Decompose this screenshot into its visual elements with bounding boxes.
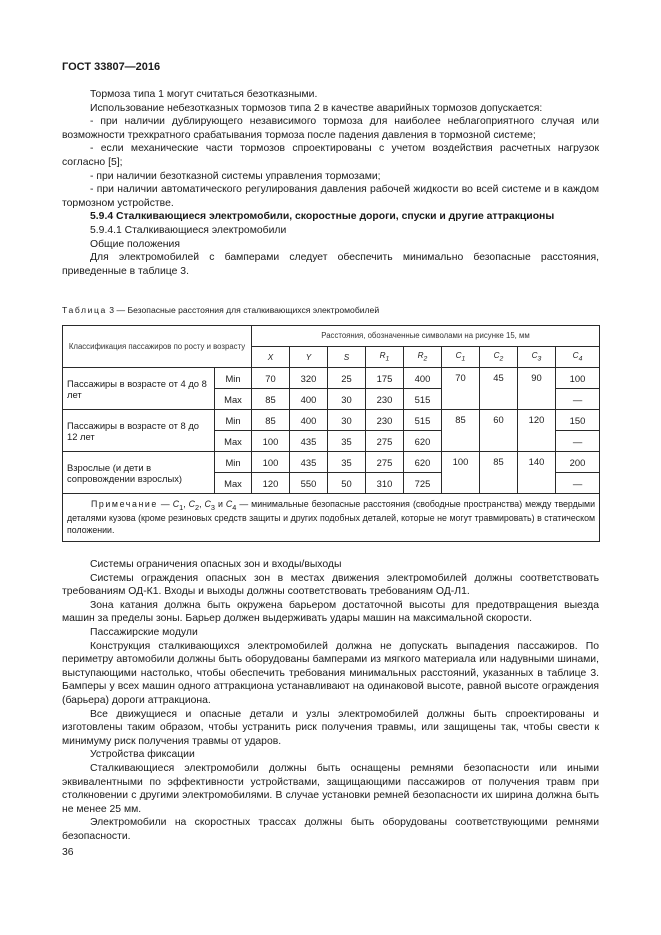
- cell: 620: [404, 431, 442, 452]
- cell: 85: [252, 389, 290, 410]
- cell: 85: [252, 410, 290, 431]
- cell-c3: 120: [518, 410, 556, 452]
- cell-c4: —: [556, 431, 600, 452]
- cell: 620: [404, 452, 442, 473]
- cell: 25: [328, 368, 366, 389]
- symbol-y: Y: [290, 347, 328, 368]
- symbol-c2: $C_2$: [480, 347, 518, 368]
- cell-c1: 100: [442, 452, 480, 494]
- cell: 230: [366, 389, 404, 410]
- paragraph: Электромобили на скоростных трассах должны быть оборудованы соответствующими ремнями безопасности.: [62, 817, 599, 842]
- max-label: Max: [215, 473, 252, 494]
- subheading: Общие положения: [90, 238, 180, 250]
- symbol-c1: $C_1$: [442, 347, 480, 368]
- symbol-c4: $C_4$: [556, 347, 600, 368]
- list-item: - если механические части тормозов спроектированы с учетом воздействия расчетных нагрузок согласно [5];: [62, 143, 599, 168]
- cell: 100: [252, 431, 290, 452]
- cell: 275: [366, 452, 404, 473]
- cell-c1: 70: [442, 368, 480, 410]
- cell: 30: [328, 389, 366, 410]
- paragraph: Использование небезотказных тормозов типа 2 в качестве аварийных тормозов допускается:: [90, 102, 543, 114]
- min-label: Min: [215, 368, 252, 389]
- cell: 30: [328, 410, 366, 431]
- cell: 515: [404, 410, 442, 431]
- cell: 35: [328, 431, 366, 452]
- symbol-r1: $R_1$: [366, 347, 404, 368]
- cell: 320: [290, 368, 328, 389]
- cell-c4: 100: [556, 368, 600, 389]
- paragraph: Тормоза типа 1 могут считаться безотказными.: [90, 89, 318, 100]
- cell: 400: [290, 389, 328, 410]
- paragraph: Для электромобилей с бамперами следует обеспечить минимально безопасные расстояния, приведенные в таблице 3.: [62, 252, 599, 277]
- cell-c2: 85: [480, 452, 518, 494]
- list-item: - при наличии автоматического регулирования давления рабочей жидкости во всей системе и в каждом тормозном устройстве.: [62, 184, 599, 209]
- paragraph: Сталкивающиеся электромобили должны быть оснащены ремнями безопасности или иными эквивалентными по эффективности устройствами, защищающими пассажиров от получения травм при столкновении с другими электромобилями. В случае установки ремней безопасности их ширина должна быть не менее 25 мм.: [62, 762, 599, 815]
- subheading: Пассажирские модули: [90, 626, 198, 638]
- symbol-r2: $R_2$: [404, 347, 442, 368]
- document-header: ГОСТ 33807—2016: [62, 61, 161, 73]
- cell: 435: [290, 431, 328, 452]
- group-label: Взрослые (и дети в сопровождении взрослых): [63, 452, 215, 494]
- paragraph: Зона катания должна быть окружена барьером достаточной высоты для предотвращения выезда машин за пределы зоны. Барьер должен выдерживать удары машин на максимальной скорости.: [62, 599, 599, 625]
- cell-c4: 200: [556, 452, 600, 473]
- paragraph: Системы ограждения опасных зон в местах движения электромобилей должны соответствовать требованиям ОД-К1. Входы и выходы должны соответствовать требованиям ОД-Л1.: [62, 572, 599, 598]
- table-note: Примечание — $C_1$, $C_2$, $C_3$ и $C_4$ — минимальные безопасные расстояния (свободные пространства) между твердыми деталями кузова (кроме резиновых средств защиты и других подобных деталей, которые не могут травмировать) в статическом положении.: [63, 494, 600, 542]
- min-label: Min: [215, 452, 252, 473]
- symbol-c3: $C_3$: [518, 347, 556, 368]
- cell: 230: [366, 410, 404, 431]
- safety-distance-table: [62, 325, 600, 542]
- header-classification: Классификация пассажиров по росту и возрасту: [63, 326, 252, 368]
- table-row: [63, 368, 600, 389]
- section-heading: 5.9.4 Сталкивающиеся электромобили, скоростные дороги, спуски и другие аттракционы: [90, 211, 555, 223]
- cell: 100: [252, 452, 290, 473]
- min-label: Min: [215, 410, 252, 431]
- subsection-heading: 5.9.4.1 Сталкивающиеся электромобили: [90, 224, 287, 236]
- symbol-x: X: [252, 347, 290, 368]
- paragraph: Конструкция сталкивающихся электромобилей должна не допускать выпадения пассажиров. По периметру автомобили должны быть оборудованы бамперами из мягкого материала или надувными шинами, выступающими настолько, чтобы обеспечить требования минимальных расстояний, указанных в таблице 3. Бамперы у всех машин одного аттракциона устанавливают на одинаковой высоте, равной высоте ограждения (барьера) дороги аттракциона.: [62, 640, 599, 706]
- table-caption-label: Таблица: [62, 305, 107, 315]
- cell-c2: 45: [480, 368, 518, 410]
- cell-c3: 140: [518, 452, 556, 494]
- page-number: 36: [62, 847, 74, 858]
- subheading: Системы ограничения опасных зон и входы/выходы: [90, 559, 342, 570]
- body-text-top: [62, 88, 599, 278]
- body-text-bottom: [62, 558, 599, 843]
- cell-c3: 90: [518, 368, 556, 410]
- max-label: Max: [215, 431, 252, 452]
- header-distances: Расстояния, обозначенные символами на рисунке 15, мм: [252, 326, 600, 347]
- cell: 175: [366, 368, 404, 389]
- cell: 435: [290, 452, 328, 473]
- cell: 275: [366, 431, 404, 452]
- table-caption-text: 3 — Безопасные расстояния для сталкивающихся электромобилей: [106, 305, 380, 315]
- cell: 120: [252, 473, 290, 494]
- table-caption: [62, 305, 379, 315]
- max-label: Max: [215, 389, 252, 410]
- cell: 310: [366, 473, 404, 494]
- cell: 35: [328, 452, 366, 473]
- list-item: - при наличии безотказной системы управления тормозами;: [90, 170, 381, 182]
- table-row: [63, 452, 600, 473]
- cell: 725: [404, 473, 442, 494]
- table-row: [63, 410, 600, 431]
- cell: 550: [290, 473, 328, 494]
- cell-c1: 85: [442, 410, 480, 452]
- cell: 70: [252, 368, 290, 389]
- cell-c2: 60: [480, 410, 518, 452]
- cell-c4: —: [556, 389, 600, 410]
- group-label: Пассажиры в возрасте от 8 до 12 лет: [63, 410, 215, 452]
- group-label: Пассажиры в возрасте от 4 до 8 лет: [63, 368, 215, 410]
- paragraph: Все движущиеся и опасные детали и узлы электромобилей должны быть спроектированы и изготовлены таким образом, чтобы устранить риск получения травмы, или защищены так, чтобы свести к минимуму риск получения травмы от ударов.: [62, 708, 599, 747]
- cell-c4: —: [556, 473, 600, 494]
- cell: 50: [328, 473, 366, 494]
- cell-c4: 150: [556, 410, 600, 431]
- subheading: Устройства фиксации: [90, 749, 195, 761]
- cell: 400: [404, 368, 442, 389]
- symbol-s: S: [328, 347, 366, 368]
- cell: 400: [290, 410, 328, 431]
- cell: 515: [404, 389, 442, 410]
- list-item: - при наличии дублирующего независимого тормоза для наиболее неблагоприятного случая или возможности трехкратного срабатывания тормоза после падения давления в тормозной системе;: [62, 116, 599, 141]
